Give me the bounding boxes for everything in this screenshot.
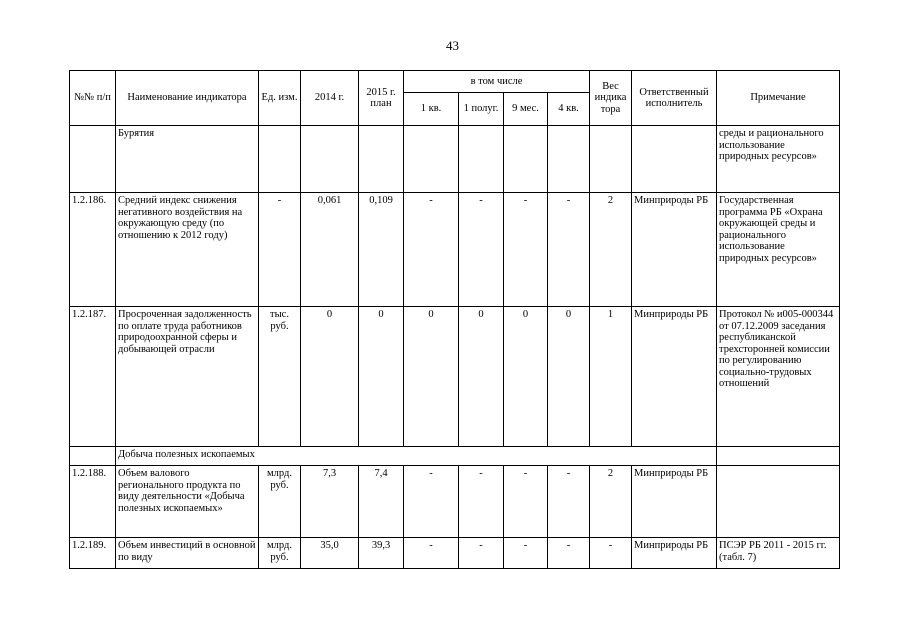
header-weight: Вес индика тора	[590, 71, 632, 126]
row-note: Государственная программа РБ «Охрана окружающей среды и рационального использование природных ресурсов»	[717, 193, 840, 307]
row-weight: 2	[590, 193, 632, 307]
row-name: Средний индекс снижения негативного воздействия на окружающую среду (по отношению к 2012 году)	[116, 193, 259, 307]
row-2014: 35,0	[301, 538, 359, 569]
row-2014: 0,061	[301, 193, 359, 307]
row-2015: 0	[359, 307, 404, 447]
table-row	[70, 538, 840, 569]
row-q1: 0	[404, 307, 459, 447]
row-num: 1.2.189.	[70, 538, 116, 569]
row-h1: -	[459, 193, 504, 307]
row-2014: 7,3	[301, 466, 359, 538]
row-q1: -	[404, 466, 459, 538]
row-unit: -	[259, 193, 301, 307]
row-9m: 0	[504, 307, 548, 447]
row-h1: 0	[459, 307, 504, 447]
row-2014	[301, 126, 359, 193]
header-2015: 2015 г. план	[359, 71, 404, 126]
section-title: Добыча полезных ископаемых	[116, 447, 717, 466]
row-note: Протокол № и005-000344 от 07.12.2009 заседания республиканской трехсторонней комиссии по регулированию социально-трудовых отношений	[717, 307, 840, 447]
row-q4: 0	[548, 307, 590, 447]
table-row	[70, 193, 840, 307]
header-including: в том числе	[404, 71, 590, 93]
row-unit: тыс. руб.	[259, 307, 301, 447]
header-responsible: Ответственный исполнитель	[632, 71, 717, 126]
row-9m: -	[504, 193, 548, 307]
row-num: 1.2.187.	[70, 307, 116, 447]
row-q4	[548, 126, 590, 193]
row-2015	[359, 126, 404, 193]
row-name: Просроченная задолженность по оплате труда работников природоохранной сферы и добывающей отрасли	[116, 307, 259, 447]
row-h1	[459, 126, 504, 193]
row-q1: -	[404, 193, 459, 307]
row-q1	[404, 126, 459, 193]
row-h1: -	[459, 538, 504, 569]
row-note	[717, 466, 840, 538]
row-name: Объем инвестиций в основной по виду	[116, 538, 259, 569]
row-name: Объем валового регионального продукта по виду деятельности «Добыча полезных ископаемых»	[116, 466, 259, 538]
row-9m: -	[504, 538, 548, 569]
header-2014: 2014 г.	[301, 71, 359, 126]
header-q1: 1 кв.	[404, 93, 459, 126]
row-2014: 0	[301, 307, 359, 447]
row-name: Бурятия	[116, 126, 259, 193]
row-unit: млрд. руб.	[259, 466, 301, 538]
row-q1: -	[404, 538, 459, 569]
row-9m	[504, 126, 548, 193]
section-note	[717, 447, 840, 466]
row-weight: 1	[590, 307, 632, 447]
row-q4: -	[548, 538, 590, 569]
row-responsible: Минприроды РБ	[632, 538, 717, 569]
row-responsible: Минприроды РБ	[632, 466, 717, 538]
header-h1: 1 полуг.	[459, 93, 504, 126]
header-9m: 9 мес.	[504, 93, 548, 126]
section-num	[70, 447, 116, 466]
row-weight	[590, 126, 632, 193]
header-unit: Ед. изм.	[259, 71, 301, 126]
row-q4: -	[548, 193, 590, 307]
row-responsible	[632, 126, 717, 193]
table-row	[70, 466, 840, 538]
header-name: Наименование индикатора	[116, 71, 259, 126]
table-row	[70, 126, 840, 193]
row-9m: -	[504, 466, 548, 538]
table-row	[70, 307, 840, 447]
row-num: 1.2.186.	[70, 193, 116, 307]
row-num: 1.2.188.	[70, 466, 116, 538]
row-2015: 39,3	[359, 538, 404, 569]
row-num	[70, 126, 116, 193]
row-weight: 2	[590, 466, 632, 538]
header-note: Примечание	[717, 71, 840, 126]
row-weight: -	[590, 538, 632, 569]
page-number: 43	[446, 38, 459, 53]
row-h1: -	[459, 466, 504, 538]
row-note: среды и рационального использование природных ресурсов»	[717, 126, 840, 193]
row-note: ПСЭР РБ 2011 - 2015 гг. (табл. 7)	[717, 538, 840, 569]
row-responsible: Минприроды РБ	[632, 307, 717, 447]
row-2015: 7,4	[359, 466, 404, 538]
row-responsible: Минприроды РБ	[632, 193, 717, 307]
header-q4: 4 кв.	[548, 93, 590, 126]
row-unit	[259, 126, 301, 193]
header-num: №№ п/п	[70, 71, 116, 126]
row-q4: -	[548, 466, 590, 538]
row-unit: млрд. руб.	[259, 538, 301, 569]
indicator-table	[69, 70, 840, 569]
row-2015: 0,109	[359, 193, 404, 307]
section-row	[70, 447, 840, 466]
